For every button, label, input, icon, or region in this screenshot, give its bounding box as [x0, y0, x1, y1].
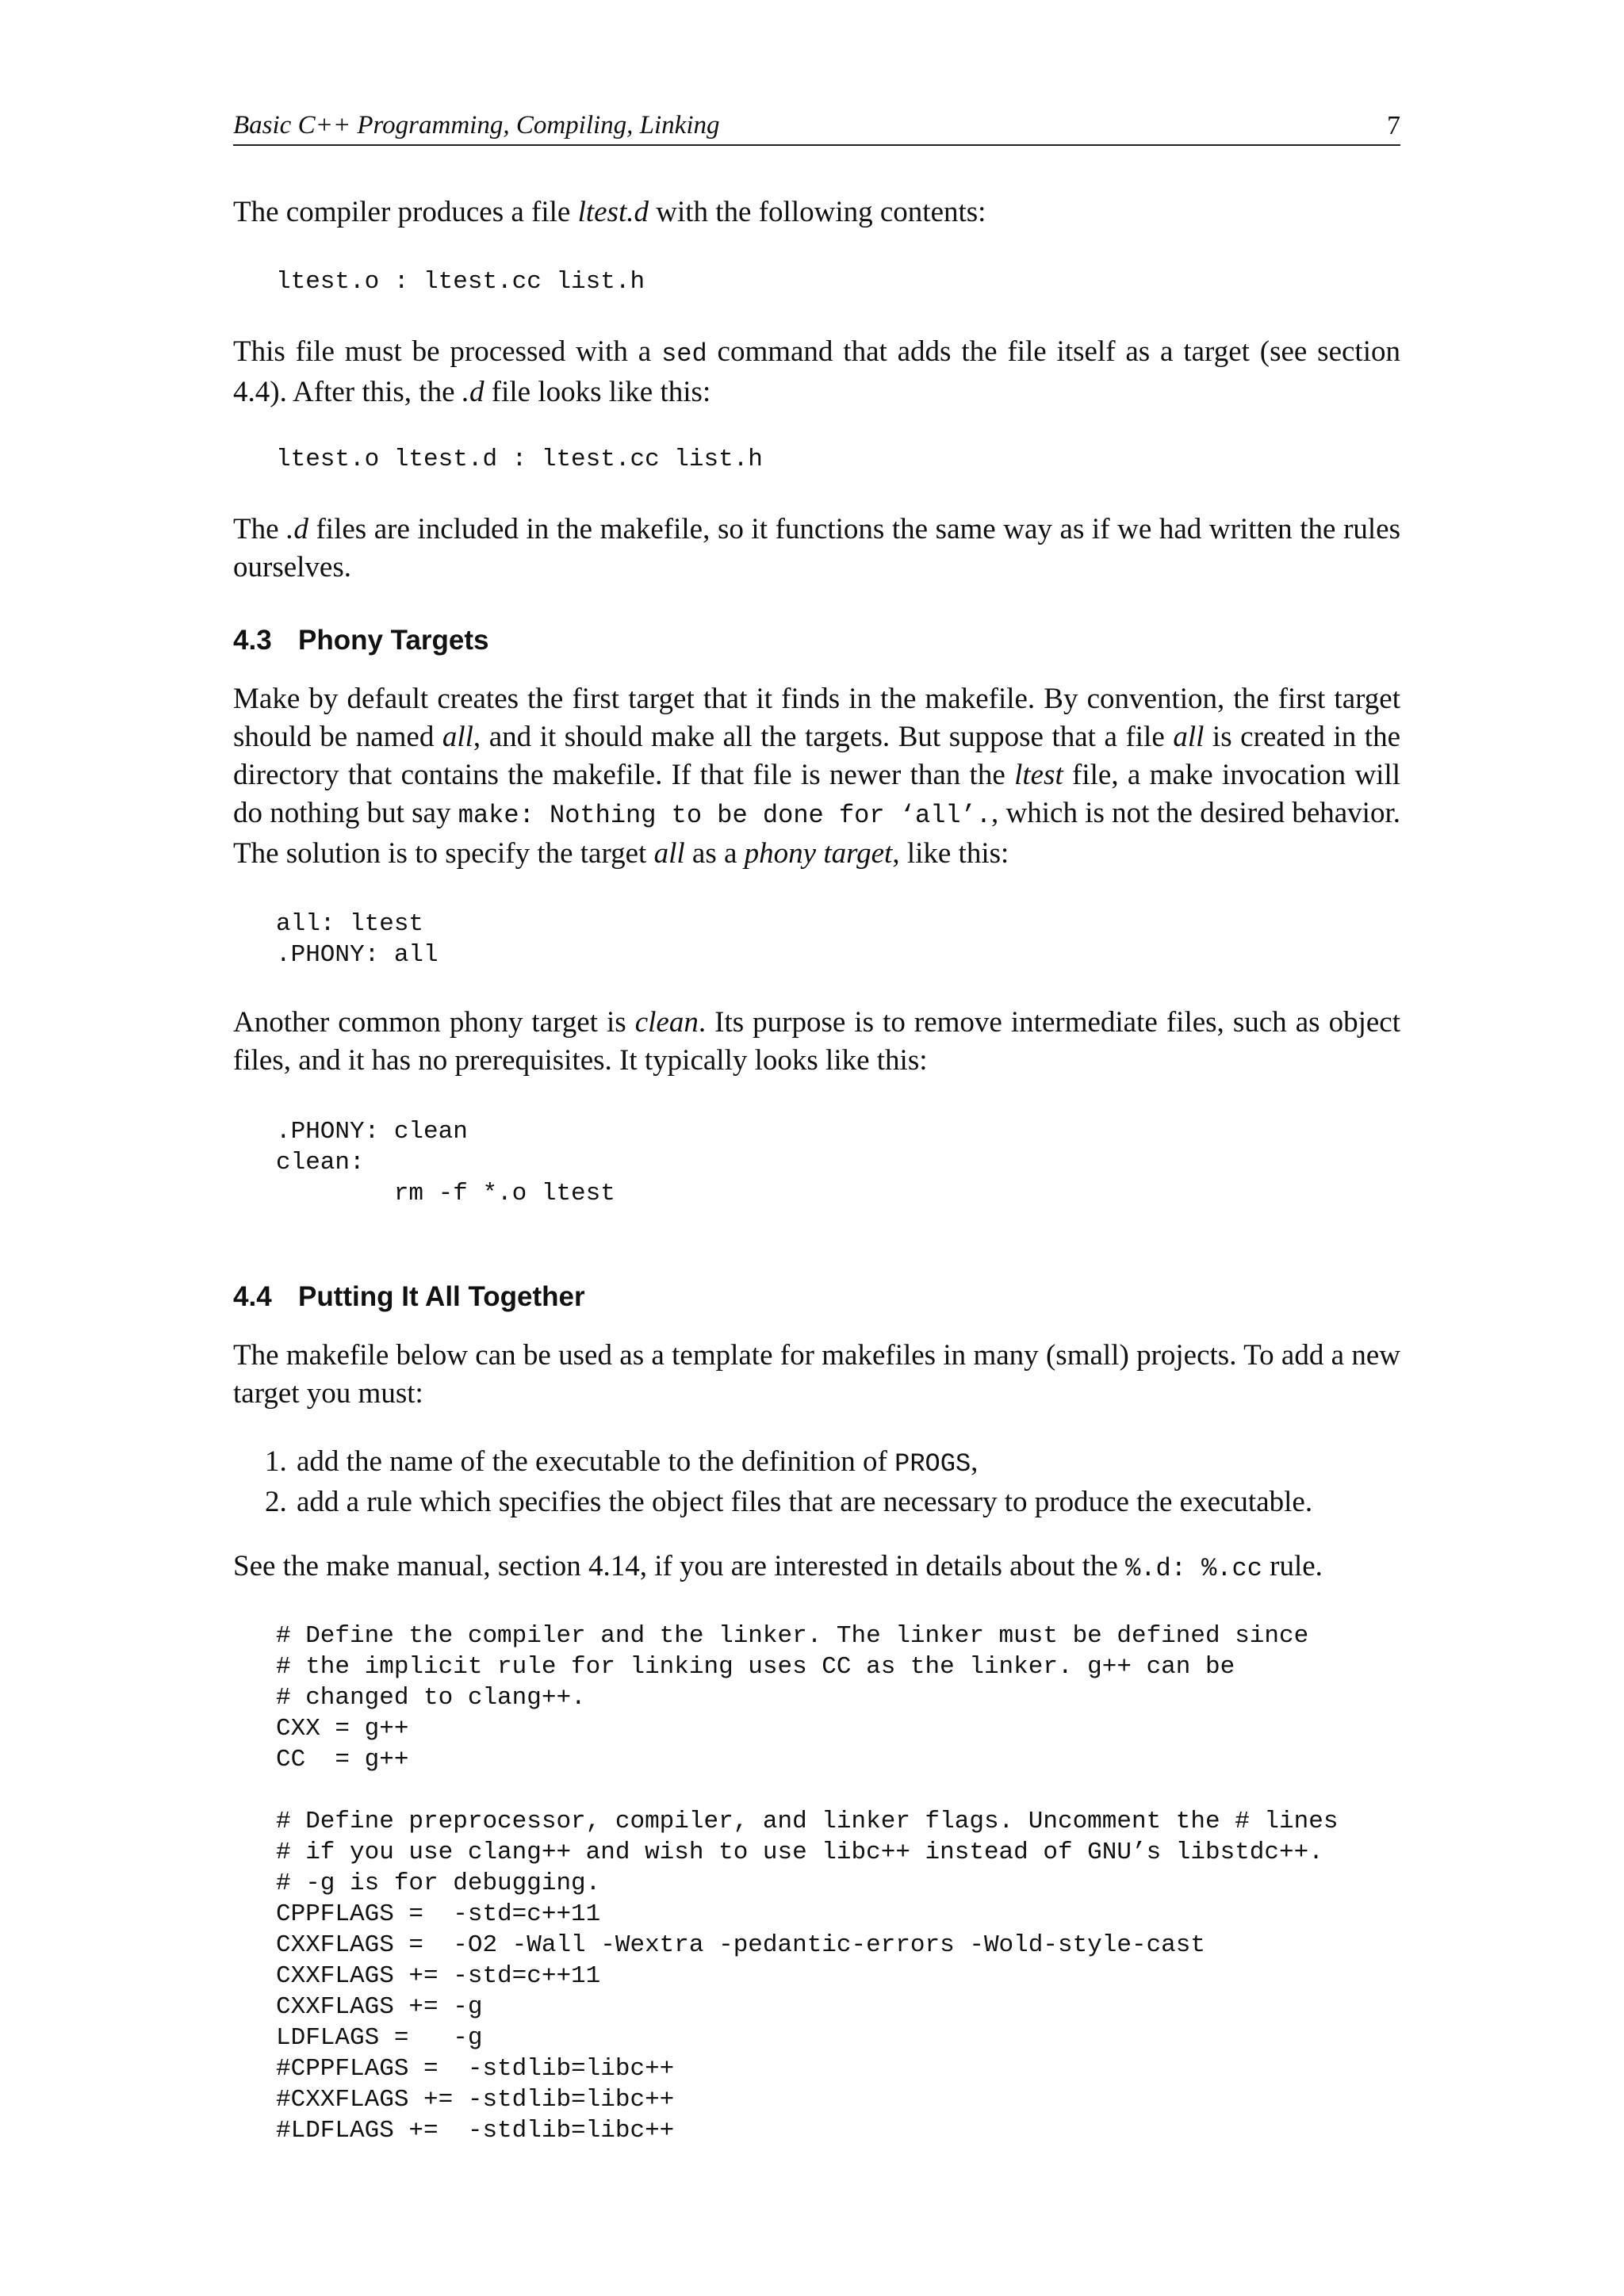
page-number: 7 [1387, 111, 1400, 140]
list-item: 2. add a rule which specifies the object files that are necessary to produce the executable. [265, 1486, 1313, 1518]
paragraph-template-intro: The makefile below can be used as a template for makefiles in many (small) projects. To add a new target you must: [233, 1339, 1400, 1410]
code-block-makefile-template: # Define the compiler and the linker. The linker must be defined since # the implicit rule for linking uses CC as the linker. g++ can be # changed to clang++. CXX = g++ CC = g++ # Define preprocessor, compiler, and linker flags. Uncomment the # lines # if you use clang++ and wish to use libc++ instead of GNU’s libstdc++. # -g is for debugging. CPPFLAGS = -std=c++11 CXXFLAGS = -O2 -Wall -Wextra -pedantic-errors -Wold-style-cast CXXFLAGS += -std=c++11 CXXFLAGS += -g LDFLAGS = -g #CPPFLAGS = -stdlib=libc++ #CXXFLAGS += -stdlib=libc++ #LDFLAGS += -stdlib=libc++ [276, 1622, 1339, 2145]
list-item: 1. add the name of the executable to the definition of PROGS, [265, 1445, 979, 1479]
phony-target-term: phony target [744, 837, 893, 870]
section-heading-4-3: 4.3 Phony Targets [233, 625, 489, 656]
inline-code-progs: PROGS [894, 1449, 971, 1479]
paragraph-compiler-output: The compiler produces a file ltest.d with the following contents: [233, 196, 986, 228]
code-block-dependency-processed: ltest.o ltest.d : ltest.cc list.h [276, 446, 763, 473]
running-title: Basic C++ Programming, Compiling, Linking [233, 111, 720, 140]
code-block-dependency: ltest.o : ltest.cc list.h [276, 268, 645, 296]
inline-code-make-message: make: Nothing to be done for ‘all’. [458, 801, 992, 830]
paragraph-clean: Another common phony target is clean. Its purpose is to remove intermediate files, such as object files, and it has no prerequisites. It typically looks like this: [233, 1006, 1400, 1077]
inline-code-pattern-rule: %.d: %.cc [1125, 1554, 1262, 1583]
code-block-phony-all: all: ltest .PHONY: all [276, 910, 439, 969]
paragraph-phony-intro: Make by default creates the first target that it finds in the makefile. By convention, the first target should be named all, and it should make all the targets. But suppose that a file all is created in the directory that contains the makefile. If that file is newer than the ltest file, a make invocation will do nothing but say make: Nothing to be done for ‘all’., which is not the desired behavior. The solution is to specify the target all as a phony target, like this: [233, 683, 1401, 870]
paragraph-make-manual: See the make manual, section 4.14, if you are interested in details about the %.d: %.cc rule. [233, 1550, 1323, 1583]
inline-code-sed: sed [661, 339, 707, 369]
running-header [233, 109, 1400, 146]
filename-ltest-d: ltest.d [577, 196, 649, 228]
section-heading-4-4: 4.4 Putting It All Together [233, 1281, 585, 1312]
paragraph-d-files: The .d files are included in the makefile, so it functions the same way as if we had written the rules ourselves. [233, 513, 1400, 584]
steps-list [265, 1443, 1400, 1521]
code-block-phony-clean: .PHONY: clean clean: rm -f *.o ltest [276, 1118, 615, 1207]
paragraph-sed: This file must be processed with a sed command that adds the file itself as a target (see section 4.4). After this, the .d file looks like this: [233, 335, 1400, 408]
